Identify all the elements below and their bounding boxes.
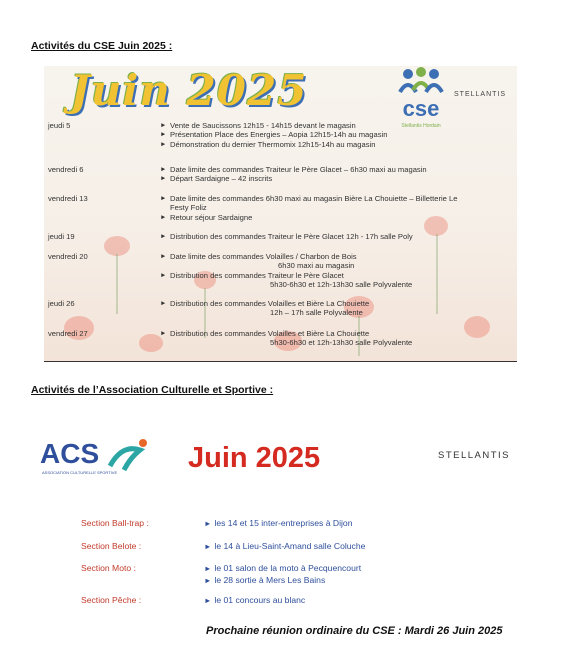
schedule-item	[160, 194, 510, 213]
schedule-item	[160, 271, 510, 290]
schedule-item	[160, 252, 510, 271]
schedule-item-line: 6h30 maxi au magasin	[278, 261, 355, 271]
schedule-item	[160, 130, 510, 139]
poster-divider	[44, 361, 517, 362]
acs-section-item-text: le 01 concours au blanc	[214, 595, 306, 605]
schedule-day: jeudi 19	[48, 232, 75, 241]
schedule-item	[160, 213, 510, 222]
schedule-day: vendredi 13	[48, 194, 88, 203]
acs-month-title: Juin 2025	[188, 442, 321, 474]
schedule-item	[160, 232, 510, 241]
acs-section-item	[204, 595, 305, 607]
runner-icon	[110, 449, 140, 470]
stellantis-logo-small: STELLANTIS	[454, 91, 507, 98]
cse-logo-subtext: Stellantis Hordain	[401, 123, 441, 129]
acs-section-item	[204, 575, 361, 587]
acs-section-item-text: le 01 salon de la moto à Pecquencourt	[214, 563, 362, 573]
cse-heading: Activités du CSE Juin 2025 :	[31, 40, 173, 52]
schedule-day: vendredi 6	[48, 165, 84, 174]
acs-section-name: Section Ball-trap :	[81, 518, 149, 528]
schedule-day: vendredi 27	[48, 329, 88, 338]
schedule-item-line: ► Date limite des commandes Volailles / Charbon de Bois	[170, 252, 357, 261]
schedule-item	[160, 165, 510, 174]
schedule-item-line: ► Date limite des commandes Traiteur le Père Glacet – 6h30 maxi au magasin	[170, 165, 427, 174]
schedule-item-line: ► Présentation Place des Energies – Aopia 12h15-14h au magasin	[170, 130, 388, 140]
next-meeting: Prochaine réunion ordinaire du CSE : Mardi 26 Juin 2025	[206, 625, 503, 637]
arrow-bullet-icon: ►	[204, 564, 212, 573]
acs-logo	[40, 436, 150, 480]
schedule-item-line: 12h – 17h salle Polyvalente	[270, 308, 363, 318]
schedule-item-line: 5h30-6h30 et 12h-13h30 salle Polyvalente	[270, 338, 413, 348]
arrow-bullet-icon: ►	[204, 575, 212, 585]
schedule-item-line: ► Distribution des commandes Traiteur le Père Glacet	[170, 270, 344, 280]
acs-logo-subtext: ASSOCIATION CULTURELLE SPORTIVE	[42, 470, 118, 475]
acs-section-item	[204, 563, 361, 575]
schedule-item-line: ► Date limite des commandes 6h30 maxi au magasin Bière La Chouiette – Billetterie Le	[170, 194, 458, 203]
runner-head-icon	[139, 439, 147, 447]
acs-section-item-text: les 14 et 15 inter-entreprises à Dijon	[214, 518, 353, 528]
schedule-item-line: 5h30-6h30 et 12h-13h30 salle Polyvalente	[270, 280, 413, 290]
acs-logo-text: ACS	[40, 438, 100, 469]
schedule-item	[160, 299, 510, 318]
schedule-item-line: ► Distribution des commandes Volailles et Bière La Chouiette	[170, 329, 370, 338]
schedule-item	[160, 174, 510, 183]
arrow-bullet-icon: ►	[204, 519, 212, 528]
schedule-day: vendredi 20	[48, 252, 88, 261]
acs-section-item	[204, 518, 353, 530]
poster-title: Juin 2025	[70, 66, 308, 115]
schedule-day: jeudi 26	[48, 299, 75, 308]
schedule-item-line: ► Départ Sardaigne – 42 inscrits	[170, 174, 273, 184]
schedule-day: jeudi 5	[48, 121, 71, 130]
schedule-item	[160, 121, 510, 130]
schedule-item	[160, 329, 510, 348]
acs-section-item-text: le 14 à Lieu-Saint-Amand salle Coluche	[214, 541, 366, 551]
acs-section-item	[204, 541, 365, 553]
acs-heading: Activités de l’Association Culturelle et Sportive :	[31, 384, 274, 396]
arrow-bullet-icon: ►	[204, 596, 212, 605]
acs-section-name: Section Pêche :	[81, 595, 142, 605]
stellantis-logo: STELLANTIS	[438, 450, 511, 461]
arrow-bullet-icon: ►	[204, 542, 212, 551]
schedule-item-line: Festy Foliz	[170, 203, 207, 213]
acs-section-name: Section Belote :	[81, 541, 142, 551]
acs-section-item-text: le 28 sortie à Mers Les Bains	[214, 574, 326, 585]
schedule-item-line: ► Démonstration du dernier Thermomix 12h15-14h au magasin	[170, 139, 376, 149]
schedule-item-line: ► Distribution des commandes Volailles et Bière La Chouiette	[170, 299, 370, 308]
schedule-item-line: ► Retour séjour Sardaigne	[170, 212, 253, 222]
cse-logo-text: cse	[402, 96, 440, 121]
acs-section-name: Section Moto :	[81, 563, 136, 573]
schedule-item-line: ► Vente de Saucissons 12h15 - 14h15 devant le magasin	[170, 121, 356, 130]
schedule-item-line: ► Distribution des commandes Traiteur le Père Glacet 12h - 17h salle Poly	[170, 232, 413, 241]
cse-poster	[44, 66, 517, 362]
schedule-item	[160, 140, 510, 149]
